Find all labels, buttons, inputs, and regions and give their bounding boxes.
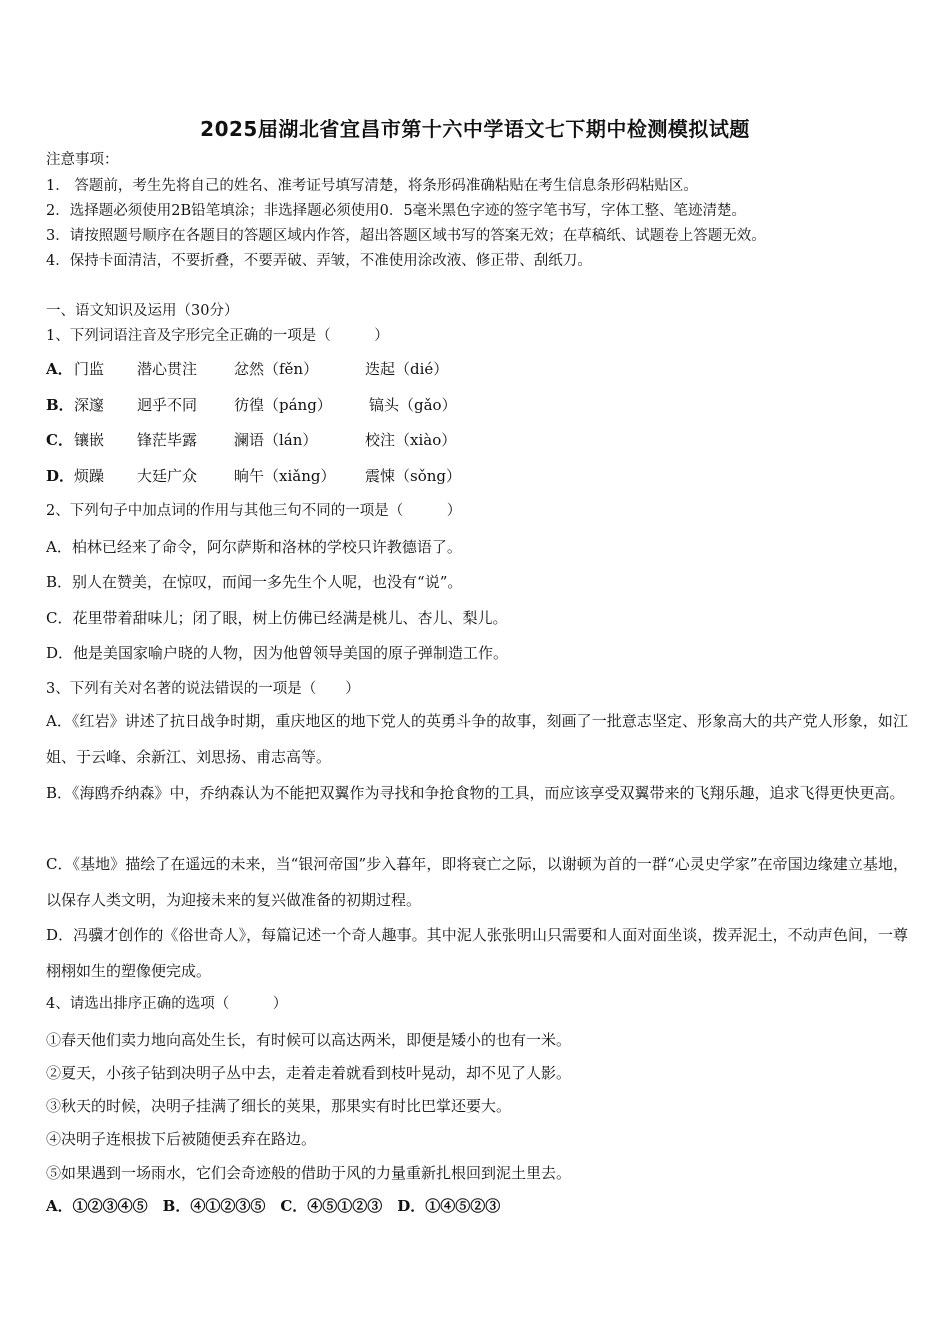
q3-option: A．《红岩》讲述了抗日战争时期，重庆地区的地下党人的英勇斗争的故事，刻画了一批意志坚定、形象高大的共产党人形象，如江姐、于云峰、余新江、刘思扬、甫志高等。 [46,712,908,766]
option-label: A． [46,360,73,378]
word: 震悚（sǒng） [365,467,461,485]
option-label: B． [46,396,74,414]
q4-sentence: ①春天他们卖力地向高处生长，有时候可以高达两米，即便是矮小的也有一米。 [46,1031,572,1049]
word: 校注（xiào） [365,431,457,449]
q4-answer-options: A．①②③④⑤ B．④①②③⑤ C．④⑤①②③ D．①④⑤②③ [46,1197,501,1215]
question-2-stem: 2、下列句子中加点词的作用与其他三句不同的一项是（ ） [46,503,462,519]
option-label: C． [46,431,73,449]
notice-item: 4．保持卡面清洁，不要折叠，不要弄破、弄皱，不准使用涂改液、修正带、刮纸刀。 [46,253,592,269]
q3-option: B．《海鸥乔纳森》中，乔纳森认为不能把双翼作为寻找和争抢食物的工具，而应该享受双翼带来的飞翔乐趣，追求飞得更快更高。 [46,784,905,802]
word: 潜心贯注 [137,360,198,378]
question-3-stem: 3、下列有关对名著的说法错误的一项是（ ） [46,681,360,697]
notice-item: 2．选择题必须使用2B铅笔填涂；非选择题必须使用0．5毫米黑色字迹的签字笔书写，字体工整、笔迹清楚。 [46,203,747,219]
word: 锋茫毕露 [137,431,198,449]
notice-item: 1． 答题前，考生先将自己的姓名、准考证号填写清楚，将条形码准确粘贴在考生信息条形码粘贴区。 [46,178,698,194]
word: 迥乎不同 [137,396,198,414]
q4-sentence: ⑤如果遇到一场雨水，它们会奇迹般的借助于风的力量重新扎根回到泥土里去。 [46,1164,572,1182]
q2-option: B．别人在赞美，在惊叹，而闻一多先生个人呢，也没有“说”。 [46,573,463,591]
q4-sentence: ③秋天的时候，决明子挂满了细长的荚果，那果实有时比巴掌还要大。 [46,1097,512,1115]
q2-option: A．柏林已经来了命令，阿尔萨斯和洛林的学校只许教德语了。 [46,538,462,556]
word: 迭起（dié） [365,360,449,378]
q4-sentence: ④决明子连根拔下后被随便丢弃在路边。 [46,1130,317,1148]
notice-header: 注意事项： [46,152,119,168]
word: 大廷广众 [137,467,198,485]
word: 镐头（gǎo） [369,396,457,414]
word: 忿然（fěn） [234,360,319,378]
q3-option: C．《基地》描绘了在遥远的未来，当“银河帝国”步入暮年，即将衰亡之际，以谢顿为首的一群“心灵史学家”在帝国边缘建立基地，以保存人类文明，为迎接未来的复兴做准备的初期过程。 [46,855,908,909]
section-heading: 一、语文知识及运用（30分） [46,303,239,319]
page-title: 2025届湖北省宜昌市第十六中学语文七下期中检测模拟试题 [200,117,750,141]
word: 镶嵌 [74,431,105,449]
notice-item: 3．请按照题号顺序在各题目的答题区域内作答，超出答题区域书写的答案无效；在草稿纸、试题卷上答题无效。 [46,228,766,244]
q2-option: D．他是美国家喻户晓的人物，因为他曾领导美国的原子弹制造工作。 [46,644,509,662]
word: 彷徨（páng） [234,396,332,414]
q2-option: C．花里带着甜味儿；闭了眼，树上仿佛已经满是桃儿、杏儿、梨儿。 [46,609,508,627]
q4-sentence: ②夏天，小孩子钻到决明子丛中去，走着走着就看到枝叶晃动，却不见了人影。 [46,1064,572,1082]
option-label: D． [46,467,75,485]
word: 烦躁 [74,467,105,485]
word: 晌午（xiǎng） [234,467,336,485]
q3-option: D．冯骥才创作的《俗世奇人》，每篇记述一个奇人趣事。其中泥人张张明山只需要和人面对面坐谈，拨弄泥土，不动声色间，一尊栩栩如生的塑像便完成。 [46,926,908,980]
question-1-stem: 1、下列词语注音及字形完全正确的一项是（ ） [46,328,389,344]
word: 澜语（lán） [234,431,318,449]
word: 门监 [74,360,105,378]
word: 深邃 [74,396,105,414]
question-4-stem: 4、请选出排序正确的选项（ ） [46,996,288,1012]
